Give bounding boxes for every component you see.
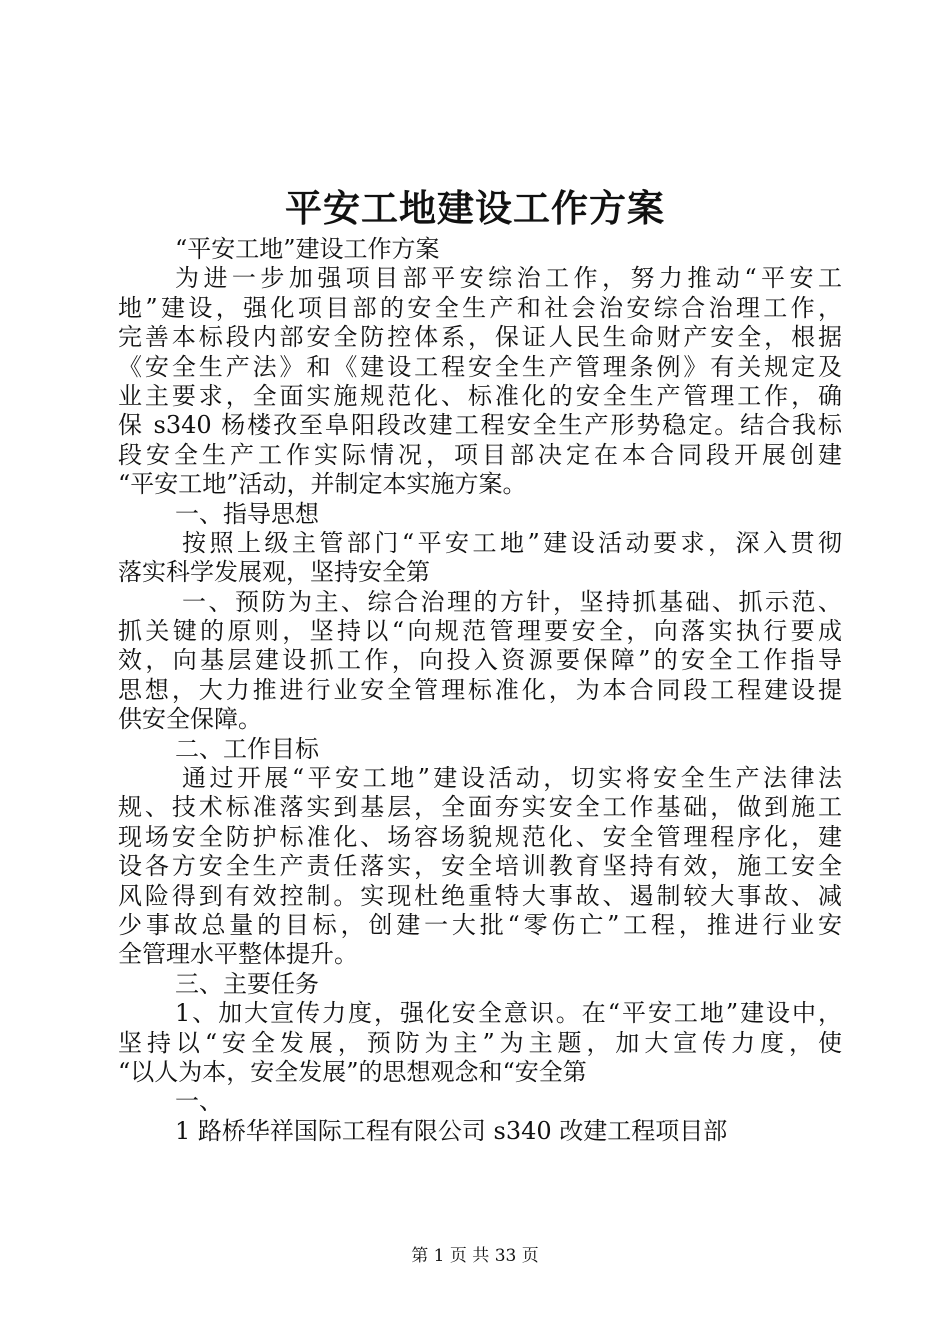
- body-line: 供安全保障。: [118, 705, 262, 734]
- body-line: 抓关键的原则，坚持以“向规范管理要安全，向落实执行要成: [118, 617, 842, 646]
- body-line: 1、加大宣传力度，强化安全意识。在“平安工地”建设中，: [175, 999, 842, 1028]
- body-line: 通过开展“平安工地”建设活动，切实将安全生产法律法: [182, 764, 842, 793]
- section-heading: 一、指导思想: [175, 499, 319, 528]
- body-line: 1 路桥华祥国际工程有限公司 s340 改建工程项目部: [175, 1116, 728, 1145]
- page-footer: 第 1 页 共 33 页: [411, 1246, 539, 1266]
- body-line: 坚持以“安全发展，预防为主”为主题，加大宣传力度，使: [118, 1028, 842, 1057]
- body-line: 地”建设，强化项目部的安全生产和社会治安综合治理工作，: [118, 293, 842, 322]
- document-title: 平安工地建设工作方案: [285, 186, 665, 230]
- body-line: 效，向基层建设抓工作，向投入资源要保障”的安全工作指导: [118, 646, 842, 675]
- body-line: 规、技术标准落实到基层，全面夯实安全工作基础，做到施工: [118, 793, 842, 822]
- body-line: 业主要求，全面实施规范化、标准化的安全生产管理工作，确: [118, 381, 842, 410]
- body-line: “平安工地”活动，并制定本实施方案。: [118, 470, 527, 499]
- body-line: 现场安全防护标准化、场容场貌规范化、安全管理程序化，建: [118, 822, 842, 851]
- body-line: 全管理水平整体提升。: [118, 940, 358, 969]
- body-line: 思想，大力推进行业安全管理标准化，为本合同段工程建设提: [118, 675, 842, 704]
- body-line: 风险得到有效控制。实现杜绝重特大事故、遏制较大事故、减: [118, 881, 842, 910]
- body-line: 设各方安全生产责任落实，安全培训教育坚持有效，施工安全: [118, 852, 842, 881]
- body-line: 段安全生产工作实际情况，项目部决定在本合同段开展创建: [118, 440, 842, 469]
- body-line: 少事故总量的目标，创建一大批“零伤亡”工程，推进行业安: [118, 910, 842, 939]
- body-line: 落实科学发展观，坚持安全第: [118, 558, 430, 587]
- body-line: 一、预防为主、综合治理的方针，坚持抓基础、抓示范、: [182, 587, 842, 616]
- body-line: “以人为本，安全发展”的思想观念和“安全第: [118, 1057, 587, 1086]
- body-line: 完善本标段内部安全防控体系，保证人民生命财产安全，根据: [118, 323, 842, 352]
- body-line: 按照上级主管部门“平安工地”建设活动要求，深入贯彻: [182, 528, 842, 557]
- body-line: 保 s340 杨楼孜至阜阳段改建工程安全生产形势稳定。结合我标: [118, 411, 842, 440]
- section-heading: 三、主要任务: [175, 969, 319, 998]
- document-body: [118, 235, 842, 1146]
- body-line: 为进一步加强项目部平安综治工作，努力推动“平安工: [175, 264, 842, 293]
- body-line: “平安工地”建设工作方案: [175, 235, 440, 263]
- body-line: 一、: [175, 1087, 223, 1116]
- body-line: 《安全生产法》和《建设工程安全生产管理条例》有关规定及: [118, 352, 842, 381]
- section-heading: 二、工作目标: [175, 734, 319, 763]
